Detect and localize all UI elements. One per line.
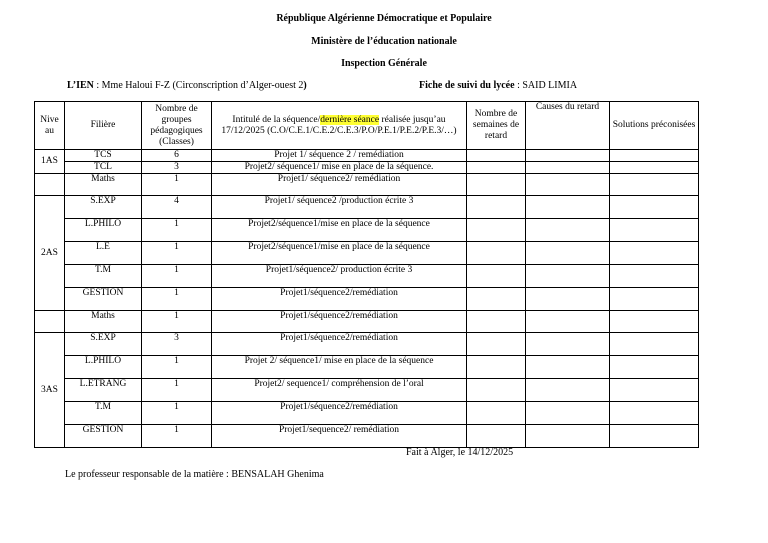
table-row: [35, 288, 699, 311]
cell-sequence: Projet1/ séquence2 /production écrite 3: [212, 196, 467, 219]
cell-groupes: 1: [142, 288, 212, 311]
header-republic: République Algérienne Démocratique et Populaire: [276, 13, 492, 24]
cell-causes: [526, 150, 610, 162]
cell-solutions: [610, 425, 699, 448]
table-header-row: [35, 102, 699, 150]
cell-filiere: L.PHILO: [65, 219, 142, 242]
intitule-before: Intitulé de la séquence/: [232, 114, 321, 125]
ien-info: [67, 80, 307, 91]
intitule-after: réalisée jusqu’au 17/12/2025 (C.O/C.E.1/C.E.2/C.E.3/P.O/P.E.1/P.E.2/P.E.3/…): [221, 114, 457, 136]
cell-groupes: 6: [142, 150, 212, 162]
table-row: [35, 425, 699, 448]
cell-filiere: TCS: [65, 150, 142, 162]
cell-groupes: 1: [142, 356, 212, 379]
cell-semaines: [467, 379, 526, 402]
cell-sequence: Projet1/séquence2/ production écrite 3: [212, 265, 467, 288]
cell-sequence: Projet2/séquence1/mise en place de la séquence: [212, 219, 467, 242]
cell-semaines: [467, 356, 526, 379]
cell-semaines: [467, 333, 526, 356]
suivi-table: [34, 101, 699, 448]
cell-causes: [526, 356, 610, 379]
ien-close: ): [303, 80, 307, 91]
cell-groupes: 1: [142, 219, 212, 242]
table-row: [35, 333, 699, 356]
cell-causes: [526, 174, 610, 196]
cell-sequence: Projet1/séquence2/remédiation: [212, 288, 467, 311]
cell-filiere: T.M: [65, 265, 142, 288]
cell-causes: [526, 425, 610, 448]
cell-filiere: TCL: [65, 162, 142, 174]
intitule-highlight: dernière séance: [320, 114, 380, 125]
ien-label: L’IEN: [67, 80, 94, 91]
cell-causes: [526, 242, 610, 265]
cell-causes: [526, 288, 610, 311]
header-solutions: Solutions préconisées: [610, 102, 699, 150]
cell-solutions: [610, 219, 699, 242]
header-ministry: Ministère de l’éducation nationale: [311, 36, 457, 47]
cell-semaines: [467, 288, 526, 311]
cell-solutions: [610, 196, 699, 219]
level-1as: 1AS: [35, 150, 65, 174]
ien-value: : Mme Haloui F-Z (Circonscription d’Alger-ouest 2: [96, 80, 304, 91]
cell-causes: [526, 196, 610, 219]
table-row: [35, 311, 699, 333]
table-row: [35, 379, 699, 402]
cell-semaines: [467, 402, 526, 425]
header-inspection: Inspection Générale: [341, 58, 427, 69]
header-groupes: Nombre de groupes pédagogiques (Classes): [142, 102, 212, 150]
cell-filiere: S.EXP: [65, 196, 142, 219]
header-causes: Causes du retard: [526, 102, 610, 150]
cell-causes: [526, 162, 610, 174]
cell-groupes: 1: [142, 174, 212, 196]
table-row: [35, 174, 699, 196]
cell-groupes: 1: [142, 425, 212, 448]
header-filiere: Filière: [65, 102, 142, 150]
cell-semaines: [467, 150, 526, 162]
cell-sequence: Projet 2/ séquence1/ mise en place de la séquence: [212, 356, 467, 379]
cell-solutions: [610, 333, 699, 356]
cell-filiere: T.M: [65, 402, 142, 425]
cell-groupes: 1: [142, 242, 212, 265]
cell-sequence: Projet1/séquence2/remédiation: [212, 311, 467, 333]
cell-causes: [526, 402, 610, 425]
cell-sequence: Projet 1/ séquence 2 / remédiation: [212, 150, 467, 162]
date-line: Fait à Alger, le 14/12/2025: [406, 447, 514, 458]
cell-solutions: [610, 379, 699, 402]
cell-sequence: Projet1/séquence2/remédiation: [212, 402, 467, 425]
cell-semaines: [467, 174, 526, 196]
cell-solutions: [610, 174, 699, 196]
cell-sequence: Projet2/séquence1/mise en place de la séquence: [212, 242, 467, 265]
cell-causes: [526, 311, 610, 333]
table-row: [35, 150, 699, 162]
cell-solutions: [610, 402, 699, 425]
cell-causes: [526, 379, 610, 402]
level-empty: [35, 311, 65, 333]
cell-causes: [526, 265, 610, 288]
cell-solutions: [610, 288, 699, 311]
cell-sequence: Projet2/ sequence1/ compréhension de l’oral: [212, 379, 467, 402]
fiche-label: Fiche de suivi du lycée: [419, 80, 515, 91]
cell-sequence: Projet1/sequence2/ remédiation: [212, 425, 467, 448]
cell-causes: [526, 333, 610, 356]
cell-groupes: 3: [142, 162, 212, 174]
cell-causes: [526, 219, 610, 242]
table-row: [35, 242, 699, 265]
cell-semaines: [467, 425, 526, 448]
table-row: [35, 196, 699, 219]
cell-groupes: 3: [142, 333, 212, 356]
table-row: [35, 265, 699, 288]
cell-semaines: [467, 265, 526, 288]
cell-semaines: [467, 196, 526, 219]
cell-groupes: 1: [142, 402, 212, 425]
header-niveau: Nive au: [35, 102, 65, 150]
cell-solutions: [610, 356, 699, 379]
cell-groupes: 4: [142, 196, 212, 219]
level-empty: [35, 174, 65, 196]
cell-filiere: Maths: [65, 311, 142, 333]
cell-filiere: GESTION: [65, 425, 142, 448]
level-3as: 3AS: [35, 333, 65, 448]
table-row: [35, 356, 699, 379]
table-row: [35, 162, 699, 174]
teacher-line: Le professeur responsable de la matière : BENSALAH Ghenima: [65, 469, 324, 480]
cell-groupes: 1: [142, 265, 212, 288]
cell-sequence: Projet1/séquence2/remédiation: [212, 333, 467, 356]
header-intitule: [212, 102, 467, 150]
table-row: [35, 402, 699, 425]
level-2as: 2AS: [35, 196, 65, 311]
cell-filiere: Maths: [65, 174, 142, 196]
cell-sequence: Projet1/ séquence2/ remédiation: [212, 174, 467, 196]
cell-filiere: L.ETRANG: [65, 379, 142, 402]
fiche-value: : SAID LIMIA: [517, 80, 578, 91]
fiche-info: [419, 80, 577, 91]
cell-solutions: [610, 311, 699, 333]
cell-sequence: Projet2/ séquence1/ mise en place de la séquence.: [212, 162, 467, 174]
cell-semaines: [467, 219, 526, 242]
cell-solutions: [610, 150, 699, 162]
cell-filiere: L.PHILO: [65, 356, 142, 379]
cell-filiere: L.E: [65, 242, 142, 265]
header-semaines: Nombre de semaines de retard: [467, 102, 526, 150]
cell-semaines: [467, 242, 526, 265]
cell-filiere: S.EXP: [65, 333, 142, 356]
cell-groupes: 1: [142, 379, 212, 402]
cell-semaines: [467, 162, 526, 174]
cell-groupes: 1: [142, 311, 212, 333]
cell-filiere: GESTION: [65, 288, 142, 311]
cell-solutions: [610, 162, 699, 174]
table-row: [35, 219, 699, 242]
cell-solutions: [610, 265, 699, 288]
cell-solutions: [610, 242, 699, 265]
cell-semaines: [467, 311, 526, 333]
